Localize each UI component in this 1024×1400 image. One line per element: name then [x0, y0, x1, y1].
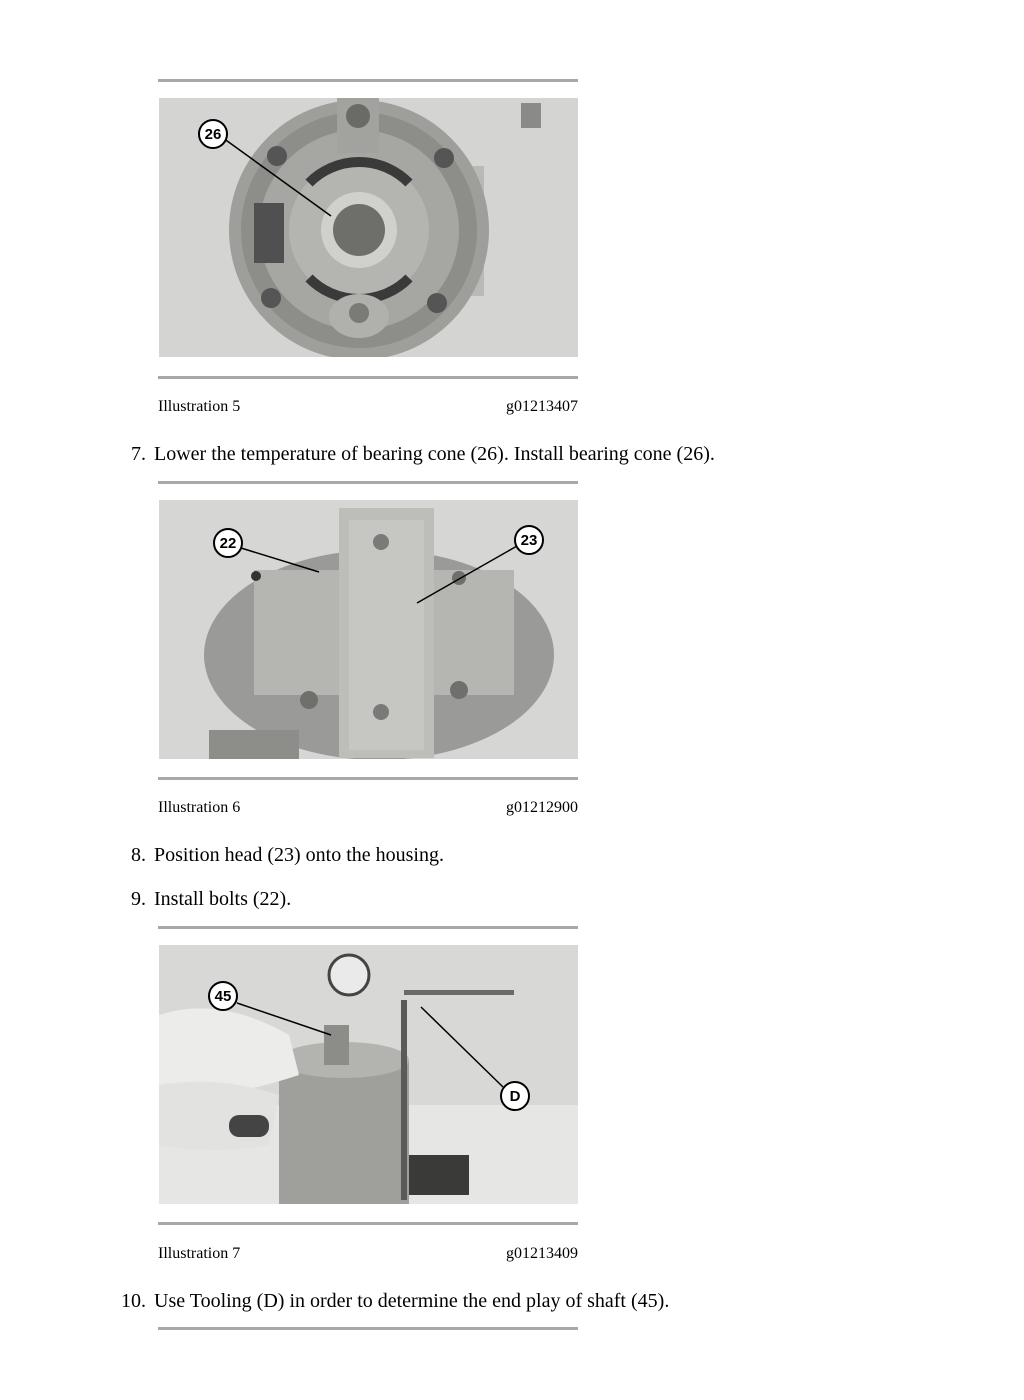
step-number: 7. — [131, 443, 146, 465]
illustration-code: g01212900 — [506, 799, 578, 816]
step-9 — [110, 888, 291, 911]
step-text: Position head (23) onto the housing. — [154, 844, 444, 866]
svg-text:22: 22 — [219, 535, 237, 552]
illustration-code: g01213409 — [506, 1245, 578, 1262]
divider — [158, 79, 578, 82]
step-8 — [110, 844, 444, 867]
svg-text:26: 26 — [204, 126, 222, 143]
divider — [158, 926, 578, 929]
svg-text:45: 45 — [214, 988, 232, 1005]
divider — [158, 481, 578, 484]
svg-text:23: 23 — [520, 532, 538, 549]
illustration-5-caption — [158, 398, 578, 416]
illustration-label: Illustration 7 — [158, 1245, 241, 1262]
illustration-label: Illustration 5 — [158, 398, 241, 415]
step-7 — [110, 443, 715, 466]
step-text: Use Tooling (D) in order to determine the end play of shaft (45). — [154, 1290, 670, 1312]
divider — [158, 1222, 578, 1225]
step-number: 10. — [121, 1290, 146, 1312]
step-text: Install bolts (22). — [154, 888, 292, 910]
step-10 — [110, 1290, 669, 1313]
divider — [158, 1327, 578, 1330]
step-text: Lower the temperature of bearing cone (26). Install bearing cone (26). — [154, 443, 715, 465]
step-number: 8. — [131, 844, 146, 866]
step-number: 9. — [131, 888, 146, 910]
divider — [158, 376, 578, 379]
illustration-code: g01213407 — [506, 398, 578, 415]
illustration-label: Illustration 6 — [158, 799, 241, 816]
illustration-6-caption — [158, 799, 578, 817]
illustration-6-photo — [159, 500, 578, 759]
svg-text:D: D — [509, 1088, 521, 1105]
illustration-5-photo — [159, 98, 578, 357]
illustration-7-caption — [158, 1245, 578, 1263]
illustration-7-photo — [159, 945, 578, 1204]
divider — [158, 777, 578, 780]
